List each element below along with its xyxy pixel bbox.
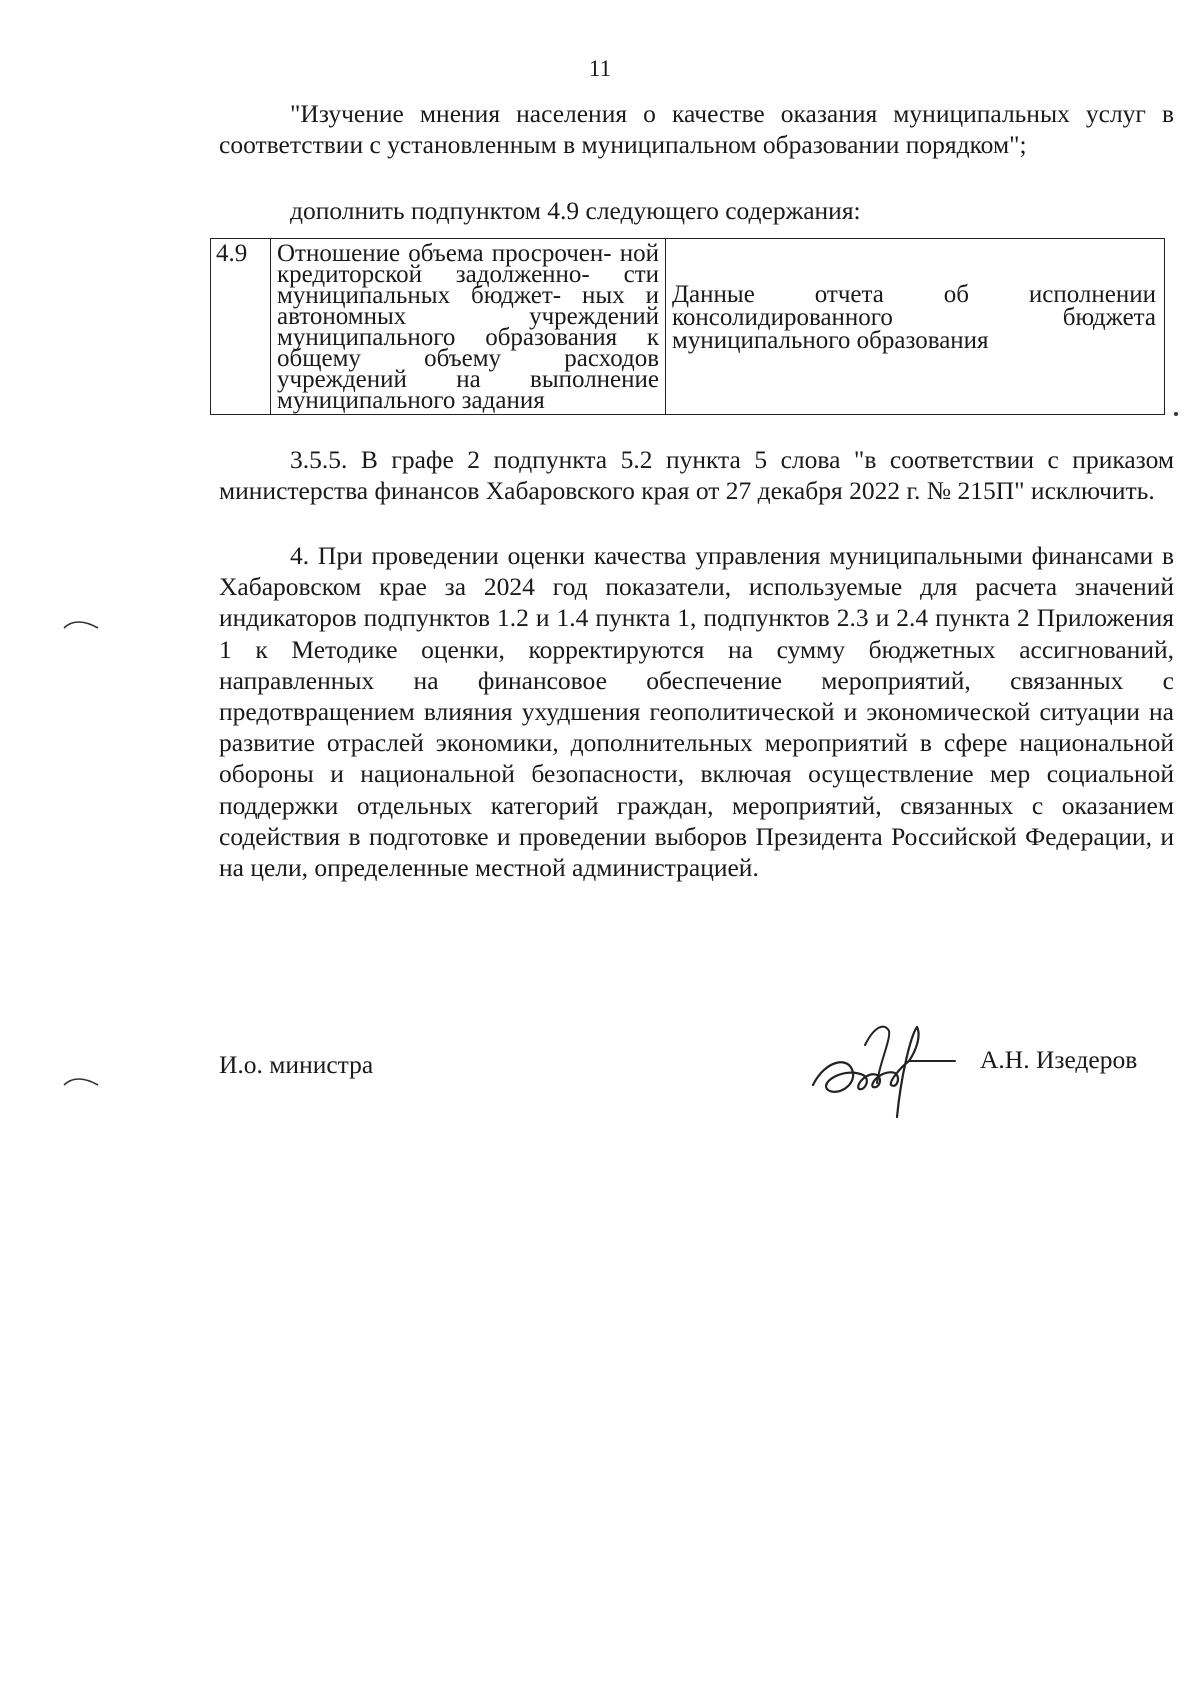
table-cell-indicator [271, 239, 666, 415]
paragraph-quote: "Изучение мнения населения о качестве оказания муниципальных услуг в соответствии с установленным в муниципальном образовании порядком"; [219, 99, 1174, 160]
scan-mark [62, 618, 102, 632]
signatory-title: И.о. министра [219, 1050, 374, 1079]
indicator-line: сти муниципальных бюджет- [277, 261, 660, 309]
paragraph-3-5-5: 3.5.5. В графе 2 подпункта 5.2 пункта 5 слова "в соответствии с приказом министерства финансов Хабаровского края от 27 декабря 2022 г. № 215П" исключить. [219, 445, 1174, 506]
table-cell-number: 4.9 [211, 239, 271, 415]
indicator-table [210, 238, 1165, 415]
page-number: 11 [588, 56, 612, 81]
indicator-line: ной кредиторской задолженно- [277, 240, 660, 288]
scan-dot [1172, 410, 1180, 418]
scan-mark [62, 1075, 102, 1089]
signatory-name: А.Н. Изедеров [980, 1045, 1138, 1074]
indicator-line: муниципального задания [277, 387, 545, 414]
indicator-line: общему объему расходов [277, 345, 659, 372]
table-row [211, 239, 1165, 415]
handwritten-signature [805, 1005, 965, 1125]
table-cell-source: Данные отчета об исполнении консолидированного бюджета муниципального образования [666, 239, 1165, 415]
indicator-line: Отношение объема просрочен- [277, 240, 612, 267]
paragraph-4: 4. При проведении оценки качества управления муниципальными финансами в Хабаровском крае за 2024 год показатели, используемые для расчета значений индикаторов подпунктов 1.2 и 1.4 пункта 1, подпунктов 2.3 и 2.4 пункта 2 Приложения 1 к Методике оценки, корректируются на сумму бюджетных ассигнований, направленных на финансовое обеспечение мероприятий, связанных с предотвращением влияния ухудшения геополитической и экономической ситуации на развитие отраслей экономики, дополнительных мероприятий в сфере национальной обороны и национальной безопасности, включая осуществление мер социальной поддержки отдельных категорий граждан, мероприятий, связанных с оказанием содействия в подготовке и проведении выборов Президента Российской Федерации, и на цели, определенные местной администрацией. [219, 541, 1174, 883]
indicator-line: муниципального образования к [277, 324, 659, 351]
paragraph-add-subitem: дополнить подпунктом 4.9 следующего содержания: [290, 196, 861, 225]
indicator-line: ных и автономных учреждений [277, 282, 659, 330]
indicator-line: учреждений на выполнение [277, 366, 659, 393]
